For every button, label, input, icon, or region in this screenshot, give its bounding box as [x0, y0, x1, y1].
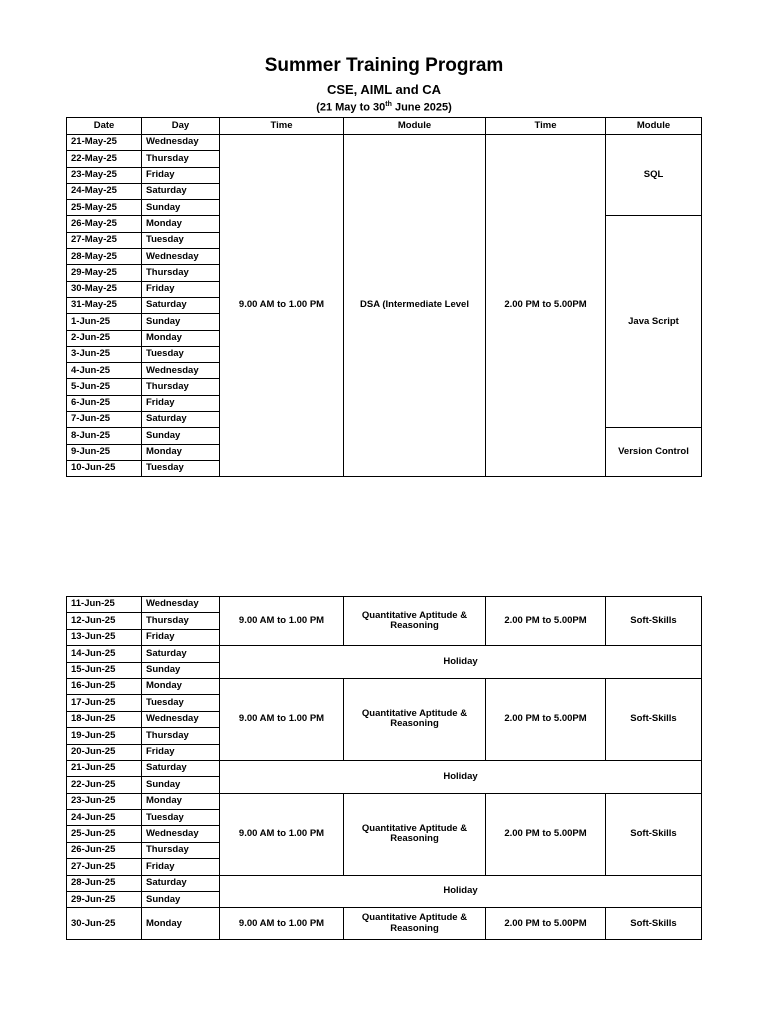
- day-cell: Sunday: [142, 428, 220, 444]
- afternoon-module-cell: Version Control: [606, 428, 702, 477]
- table-header-row: [67, 118, 702, 135]
- day-cell: Wednesday: [142, 249, 220, 265]
- schedule-table-may-june: [66, 117, 702, 477]
- date-cell: 21-Jun-25: [67, 760, 142, 776]
- afternoon-time-cell: 2.00 PM to 5.00PM: [486, 908, 606, 940]
- day-cell: Monday: [142, 216, 220, 232]
- date-cell: 9-Jun-25: [67, 444, 142, 460]
- date-cell: 26-Jun-25: [67, 842, 142, 858]
- morning-module-cell: Quantitative Aptitude & Reasoning: [344, 908, 486, 940]
- date-cell: 14-Jun-25: [67, 646, 142, 662]
- day-cell: Monday: [142, 330, 220, 346]
- date-cell: 2-Jun-25: [67, 330, 142, 346]
- date-cell: 23-May-25: [67, 167, 142, 183]
- header-afternoon-time: Time: [486, 118, 606, 135]
- day-cell: Friday: [142, 167, 220, 183]
- header-date: Date: [67, 118, 142, 135]
- afternoon-module-cell: Soft-Skills: [606, 597, 702, 646]
- date-cell: 30-May-25: [67, 281, 142, 297]
- morning-module-cell: Quantitative Aptitude & Reasoning: [344, 597, 486, 646]
- page-title: Summer Training Program: [264, 55, 504, 76]
- day-cell: Monday: [142, 793, 220, 809]
- day-cell: Sunday: [142, 314, 220, 330]
- afternoon-module-cell: Soft-Skills: [606, 678, 702, 760]
- date-range-prefix: (21 May to 30: [316, 101, 386, 114]
- date-cell: 10-Jun-25: [67, 460, 142, 476]
- day-cell: Thursday: [142, 842, 220, 858]
- day-cell: Tuesday: [142, 232, 220, 248]
- date-range-suffix: June 2025): [391, 101, 452, 114]
- morning-time-cell: 9.00 AM to 1.00 PM: [220, 597, 344, 646]
- day-cell: Thursday: [142, 379, 220, 395]
- holiday-cell: Holiday: [220, 875, 702, 908]
- table-row: [67, 597, 702, 613]
- day-cell: Tuesday: [142, 460, 220, 476]
- day-cell: Friday: [142, 281, 220, 297]
- date-cell: 1-Jun-25: [67, 314, 142, 330]
- date-cell: 18-Jun-25: [67, 711, 142, 727]
- morning-time-cell: 9.00 AM to 1.00 PM: [220, 908, 344, 940]
- afternoon-time-cell: 2.00 PM to 5.00PM: [486, 597, 606, 646]
- date-cell: 22-Jun-25: [67, 777, 142, 793]
- date-cell: 29-Jun-25: [67, 892, 142, 908]
- date-cell: 23-Jun-25: [67, 793, 142, 809]
- day-cell: Friday: [142, 629, 220, 645]
- day-cell: Friday: [142, 859, 220, 875]
- date-cell: 21-May-25: [67, 135, 142, 151]
- date-cell: 4-Jun-25: [67, 363, 142, 379]
- date-cell: 31-May-25: [67, 297, 142, 313]
- header-morning-time: Time: [220, 118, 344, 135]
- morning-time-cell: 9.00 AM to 1.00 PM: [220, 678, 344, 760]
- day-cell: Thursday: [142, 265, 220, 281]
- date-cell: 16-Jun-25: [67, 678, 142, 694]
- date-cell: 19-Jun-25: [67, 728, 142, 744]
- day-cell: Monday: [142, 444, 220, 460]
- table-row: [67, 678, 702, 694]
- day-cell: Wednesday: [142, 363, 220, 379]
- table-row: [67, 793, 702, 809]
- morning-time-cell: 9.00 AM to 1.00 PM: [220, 135, 344, 477]
- date-cell: 24-May-25: [67, 183, 142, 199]
- date-range-sup: th: [385, 101, 392, 108]
- page-subtitle: CSE, AIML and CA: [326, 82, 442, 97]
- date-cell: 28-Jun-25: [67, 875, 142, 891]
- day-cell: Thursday: [142, 613, 220, 629]
- date-cell: 30-Jun-25: [67, 908, 142, 940]
- afternoon-module-cell: Soft-Skills: [606, 908, 702, 940]
- date-cell: 25-May-25: [67, 200, 142, 216]
- day-cell: Saturday: [142, 412, 220, 428]
- table-row: [67, 135, 702, 151]
- date-cell: 15-Jun-25: [67, 662, 142, 678]
- day-cell: Tuesday: [142, 346, 220, 362]
- date-cell: 8-Jun-25: [67, 428, 142, 444]
- date-cell: 7-Jun-25: [67, 412, 142, 428]
- day-cell: Wednesday: [142, 711, 220, 727]
- date-cell: 29-May-25: [67, 265, 142, 281]
- day-cell: Saturday: [142, 183, 220, 199]
- afternoon-module-cell: Soft-Skills: [606, 793, 702, 875]
- day-cell: Wednesday: [142, 135, 220, 151]
- date-cell: 26-May-25: [67, 216, 142, 232]
- date-cell: 12-Jun-25: [67, 613, 142, 629]
- day-cell: Sunday: [142, 200, 220, 216]
- day-cell: Sunday: [142, 892, 220, 908]
- day-cell: Saturday: [142, 760, 220, 776]
- date-cell: 27-Jun-25: [67, 859, 142, 875]
- date-cell: 27-May-25: [67, 232, 142, 248]
- date-cell: 28-May-25: [67, 249, 142, 265]
- day-cell: Friday: [142, 744, 220, 760]
- header-morning-module: Module: [344, 118, 486, 135]
- date-cell: 6-Jun-25: [67, 395, 142, 411]
- day-cell: Friday: [142, 395, 220, 411]
- morning-module-cell: DSA (Intermediate Level: [344, 135, 486, 477]
- header-afternoon-module: Module: [606, 118, 702, 135]
- date-cell: 25-Jun-25: [67, 826, 142, 842]
- table-row: [67, 760, 702, 776]
- date-cell: 3-Jun-25: [67, 346, 142, 362]
- day-cell: Tuesday: [142, 810, 220, 826]
- afternoon-time-cell: 2.00 PM to 5.00PM: [486, 678, 606, 760]
- day-cell: Wednesday: [142, 597, 220, 613]
- date-cell: 11-Jun-25: [67, 597, 142, 613]
- morning-time-cell: 9.00 AM to 1.00 PM: [220, 793, 344, 875]
- date-cell: 24-Jun-25: [67, 810, 142, 826]
- day-cell: Saturday: [142, 875, 220, 891]
- date-cell: 20-Jun-25: [67, 744, 142, 760]
- day-cell: Saturday: [142, 646, 220, 662]
- date-cell: 5-Jun-25: [67, 379, 142, 395]
- date-cell: 17-Jun-25: [67, 695, 142, 711]
- date-range: [0, 101, 768, 114]
- afternoon-module-cell: SQL: [606, 135, 702, 216]
- afternoon-time-cell: 2.00 PM to 5.00PM: [486, 793, 606, 875]
- table-row: [67, 908, 702, 940]
- date-cell: 13-Jun-25: [67, 629, 142, 645]
- morning-module-cell: Quantitative Aptitude & Reasoning: [344, 793, 486, 875]
- afternoon-time-cell: 2.00 PM to 5.00PM: [486, 135, 606, 477]
- header-day: Day: [142, 118, 220, 135]
- day-cell: Sunday: [142, 662, 220, 678]
- holiday-cell: Holiday: [220, 646, 702, 679]
- holiday-cell: Holiday: [220, 760, 702, 793]
- afternoon-module-cell: Java Script: [606, 216, 702, 428]
- schedule-table-june: [66, 596, 702, 940]
- day-cell: Monday: [142, 908, 220, 940]
- morning-module-cell: Quantitative Aptitude & Reasoning: [344, 678, 486, 760]
- day-cell: Wednesday: [142, 826, 220, 842]
- day-cell: Monday: [142, 678, 220, 694]
- day-cell: Thursday: [142, 728, 220, 744]
- table-row: [67, 646, 702, 662]
- day-cell: Saturday: [142, 297, 220, 313]
- day-cell: Sunday: [142, 777, 220, 793]
- day-cell: Thursday: [142, 151, 220, 167]
- date-cell: 22-May-25: [67, 151, 142, 167]
- table-row: [67, 875, 702, 891]
- day-cell: Tuesday: [142, 695, 220, 711]
